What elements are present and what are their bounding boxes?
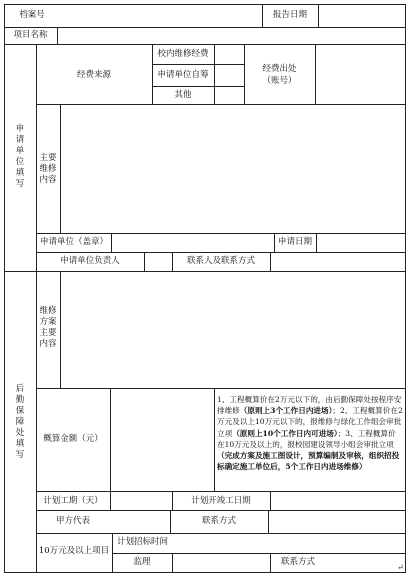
apply-date-label: 申请日期	[277, 237, 312, 247]
paragraph-mark: ↵	[397, 563, 404, 572]
approval-rules-text	[217, 394, 403, 472]
funding-source-label: 经费来源	[76, 70, 111, 80]
plan-start-end-date-field[interactable]	[271, 492, 404, 509]
logistics-section-label: 后勤保障处填写	[15, 384, 25, 460]
approval-rule-segment: （完成方案及施工图设计，预算编制及审核，组织招投标确定施工单位后，5个工作日内进场维修）	[217, 451, 400, 472]
expense-account-field[interactable]	[316, 45, 404, 103]
bidding-time-field[interactable]	[172, 534, 404, 552]
project-name-label: 项目名称	[13, 30, 48, 40]
person-in-charge-label: 申请单位负责人	[60, 256, 120, 266]
apply-date-field[interactable]	[317, 234, 404, 251]
expense-account-label: 经费出处	[262, 64, 297, 74]
applicant-section-label: 申请单位填写	[15, 124, 25, 189]
supervision-field[interactable]	[173, 554, 269, 571]
report-date-label: 报告日期	[272, 10, 307, 20]
party-a-rep-label: 甲方代表	[55, 516, 90, 526]
main-repair-content-field[interactable]	[61, 105, 404, 232]
plan-start-end-date-label: 计划开竣工日期	[191, 496, 251, 506]
approval-rule-segment: （原则上10个工作日内可进场）	[232, 428, 338, 438]
over-100k-project-label: 10万元及以上项目	[38, 546, 110, 556]
party-a-rep-field[interactable]	[110, 511, 169, 532]
repair-plan-content-label: 维修方案主要内容	[39, 306, 57, 349]
main-repair-content-label: 主要维修内容	[39, 153, 57, 185]
file-no-label: 档案号	[19, 10, 45, 20]
project-name-field[interactable]	[58, 28, 404, 43]
supervision-contact-label: 联系方式	[280, 557, 315, 567]
supervision-contact-field[interactable]	[327, 554, 404, 571]
approval-rule-segment: ；3、工程概算价在10万元及以上的，报校园建设领导小组会审批立项	[217, 428, 396, 449]
self-funded-label: 申请单位自筹	[157, 70, 209, 80]
report-date-field[interactable]	[319, 5, 404, 26]
repair-plan-content-field[interactable]	[61, 272, 404, 387]
party-a-contact-label: 联系方式	[201, 516, 236, 526]
expense-account-sub-label: （账号）	[262, 76, 297, 86]
person-in-charge-field[interactable]	[145, 253, 171, 270]
plan-period-field[interactable]	[111, 492, 171, 509]
plan-period-label: 计划工期（天）	[43, 496, 103, 506]
approval-rule-segment: 1、工程概算价在2万元以下的，由后勤保障处按程序安排维修	[217, 395, 402, 416]
contact-person-field[interactable]	[271, 253, 404, 270]
applicant-unit-field[interactable]	[112, 234, 273, 251]
budget-amount-label: 概算金额（元）	[43, 434, 103, 444]
approval-rule-segment: ；2、工程概算价在2万元及以上10万元以下的，报维修与绿化工作组会审批立项	[217, 406, 403, 438]
budget-amount-field[interactable]	[111, 389, 213, 490]
bidding-time-label: 计划招标时间	[117, 537, 169, 547]
funding-amount-field[interactable]	[215, 45, 243, 103]
applicant-unit-label: 申请单位（盖章）	[40, 237, 109, 247]
supervision-label: 监理	[133, 557, 151, 567]
campus-repair-funds-label: 校内维修经费	[157, 49, 209, 59]
file-no-field[interactable]	[60, 5, 261, 26]
approval-rule-segment: （原则上3个工作日内进场）	[239, 406, 333, 416]
party-a-contact-field[interactable]	[269, 511, 404, 532]
other-funds-label: 其他	[174, 90, 192, 100]
contact-person-label: 联系人及联系方式	[186, 256, 255, 266]
